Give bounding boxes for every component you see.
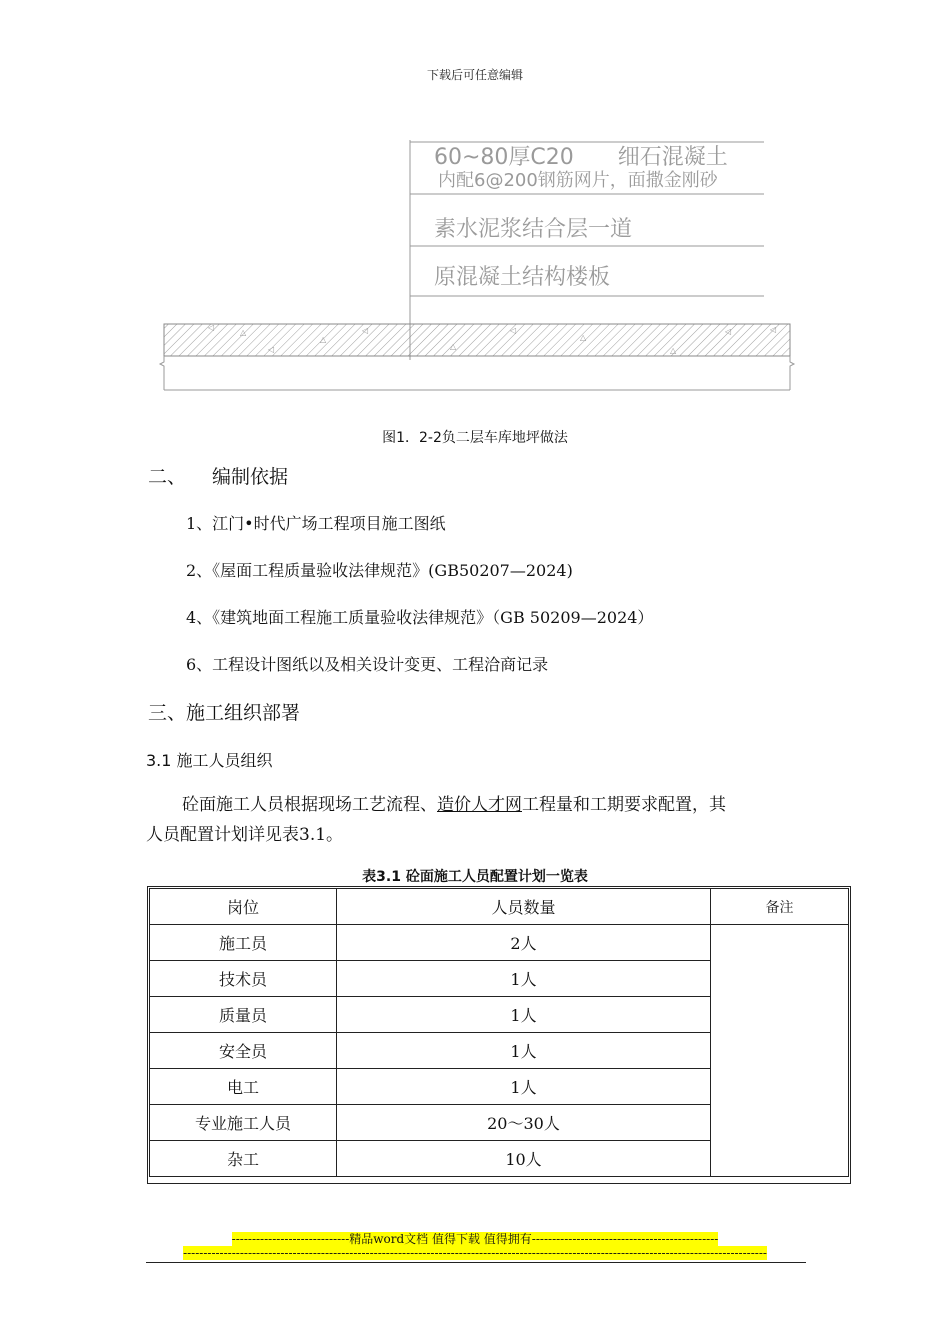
footer-text-2: ------------------------------------------------------------------------------------------------------------------------------------------------ bbox=[183, 1246, 767, 1260]
role-cell: 技术员 bbox=[150, 961, 337, 997]
svg-text:◁: ◁ bbox=[725, 327, 732, 336]
svg-text:△: △ bbox=[580, 333, 587, 342]
role-cell: 施工员 bbox=[150, 925, 337, 961]
role-cell: 杂工 bbox=[150, 1141, 337, 1177]
section2-heading bbox=[148, 462, 288, 489]
count-cell: 2人 bbox=[337, 925, 711, 961]
footer-banner-1 bbox=[0, 1230, 950, 1247]
para-text-2: 工程量和工期要求配置，其 bbox=[522, 795, 726, 815]
concrete-slab bbox=[164, 324, 790, 356]
footer-rule bbox=[146, 1262, 806, 1263]
table-row bbox=[150, 925, 849, 961]
layer1-line2: 内配6@200钢筋网片，面撒金刚砂 bbox=[438, 170, 718, 191]
svg-text:△: △ bbox=[670, 346, 677, 355]
figure-caption: 图1．2-2负二层车库地坪做法 bbox=[382, 430, 568, 446]
layer3-label: 原混凝土结构楼板 bbox=[434, 265, 611, 290]
count-cell: 20～30人 bbox=[337, 1105, 711, 1141]
header-cell: 人员数量 bbox=[337, 889, 711, 925]
floor-section-drawing bbox=[150, 130, 810, 400]
table-caption: 表3.1 砼面施工人员配置计划一览表 bbox=[362, 869, 588, 885]
staffing-paragraph bbox=[146, 790, 806, 850]
count-cell: 10人 bbox=[337, 1141, 711, 1177]
svg-text:△: △ bbox=[320, 335, 327, 344]
role-cell: 专业施工人员 bbox=[150, 1105, 337, 1141]
header-cell: 备注 bbox=[711, 889, 849, 925]
svg-text:◁: ◁ bbox=[208, 323, 215, 332]
svg-text:◁: ◁ bbox=[268, 345, 275, 354]
table-header-row bbox=[150, 889, 849, 925]
para-text-1: 砼面施工人员根据现场工艺流程、 bbox=[182, 795, 437, 815]
footer-text-1: -----------------------------精品word文档 值得下载 值得拥有---------------------------------------------- bbox=[231, 1232, 719, 1246]
basis-item: 4、《建筑地面工程施工质量验收法律规范》（GB 50209—2024） bbox=[186, 608, 654, 627]
section2-number: 二、 bbox=[148, 466, 187, 488]
layer1-line1: 60~80厚C20 细石混凝土 bbox=[434, 145, 728, 170]
role-cell: 安全员 bbox=[150, 1033, 337, 1069]
para-link[interactable]: 造价人才网 bbox=[437, 795, 522, 815]
svg-text:◁: ◁ bbox=[510, 326, 517, 335]
basis-item: 6、工程设计图纸以及相关设计变更、工程洽商记录 bbox=[186, 655, 549, 674]
para-line-2: 人员配置计划详见表3.1。 bbox=[146, 825, 344, 845]
svg-text:△: △ bbox=[240, 328, 247, 337]
role-cell: 电工 bbox=[150, 1069, 337, 1105]
basis-item: 1、江门•时代广场工程项目施工图纸 bbox=[186, 514, 446, 533]
staff-table bbox=[149, 888, 849, 1177]
count-cell: 1人 bbox=[337, 1069, 711, 1105]
role-cell: 质量员 bbox=[150, 997, 337, 1033]
svg-text:◁: ◁ bbox=[362, 326, 369, 335]
svg-text:◁: ◁ bbox=[770, 325, 777, 334]
layer2-label: 素水泥浆结合层一道 bbox=[434, 217, 633, 242]
basis-item: 2、《屋面工程质量验收法律规范》(GB50207—2024) bbox=[186, 561, 573, 580]
count-cell: 1人 bbox=[337, 997, 711, 1033]
section3-heading: 三、施工组织部署 bbox=[148, 702, 301, 724]
footer-banner-2 bbox=[0, 1246, 950, 1262]
svg-text:△: △ bbox=[450, 342, 457, 351]
count-cell: 1人 bbox=[337, 1033, 711, 1069]
count-cell: 1人 bbox=[337, 961, 711, 997]
header-note: 下载后可任意编辑 bbox=[426, 68, 523, 82]
remarks-cell bbox=[711, 925, 849, 1177]
header-cell: 岗位 bbox=[150, 889, 337, 925]
subsection-heading: 3.1 施工人员组织 bbox=[146, 751, 273, 770]
section2-title: 编制依据 bbox=[212, 466, 289, 488]
